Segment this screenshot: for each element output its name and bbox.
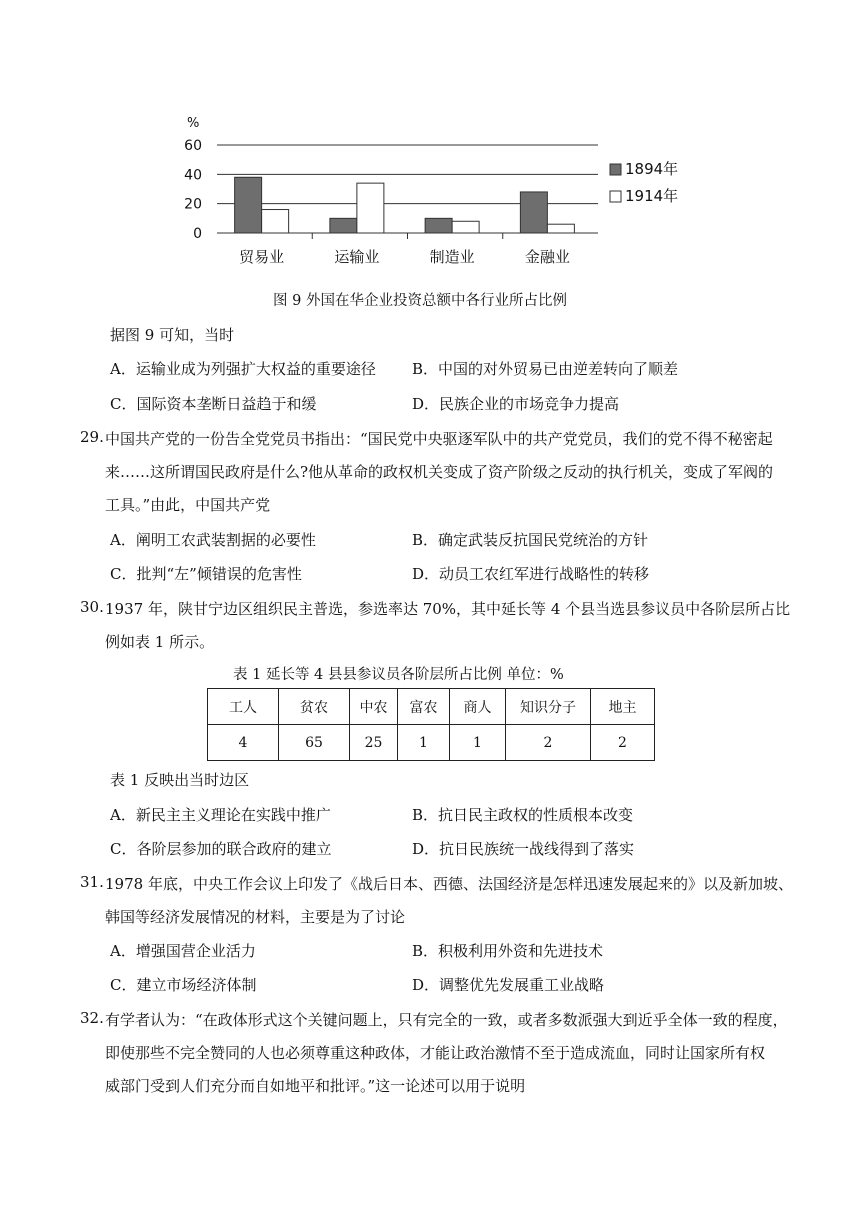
bar-series-1: [330, 218, 357, 233]
legend-swatch: [610, 164, 621, 175]
q29-number: 29.: [80, 428, 104, 446]
q32-line-3: 威部门受到人们充分而自如地平和批评。”这一论述可以用于说明: [105, 1077, 526, 1095]
table-cell: 65: [279, 725, 350, 761]
table-header-cell: 工人: [208, 689, 279, 725]
q29-line-2: 来……这所谓国民政府是什么?他从革命的政权机关变成了资产阶级之反动的执行机关，变成了军阀的: [105, 463, 774, 481]
legend-label: 1914年: [625, 187, 679, 205]
investment-share-bar-chart: [180, 108, 700, 278]
table-header-cell: 富农: [398, 689, 450, 725]
table-cell: 4: [208, 725, 279, 761]
table-header-cell: 知识分子: [506, 689, 591, 725]
bar-series-2: [547, 224, 574, 233]
x-tick-label: 制造业: [429, 248, 475, 266]
q28-option-c[interactable]: C．国际资本垄断日益趋于和缓: [110, 395, 317, 413]
q32-line-1: 有学者认为：“在政体形式这个关键问题上，只有完全的一致，或者多数派强大到近乎全体一致的程度，: [105, 1011, 788, 1029]
y-tick-label: 60: [184, 138, 202, 154]
bar-series-2: [452, 221, 479, 233]
q31-option-b[interactable]: B．积极利用外资和先进技术: [412, 942, 604, 960]
q28-stem: 据图 9 可知，当时: [110, 326, 235, 344]
y-tick-label: 20: [184, 196, 202, 213]
q30-number: 30.: [80, 598, 104, 616]
q30-option-a[interactable]: A．新民主主义理论在实践中推广: [110, 806, 331, 824]
table-header-cell: 商人: [450, 689, 506, 725]
bar-series-1: [235, 177, 262, 233]
q31-line-2: 韩国等经济发展情况的材料，主要是为了讨论: [105, 908, 406, 926]
q31-option-d[interactable]: D．调整优先发展重工业战略: [412, 976, 605, 994]
q32-line-2: 即使那些不完全赞同的人也必须尊重这种政体，才能让政治激情不至于造成流血，同时让国家所有权: [105, 1044, 766, 1062]
table1-title: 表 1 延长等 4 县县参议员各阶层所占比例 单位：%: [233, 667, 564, 683]
bar-series-1: [520, 192, 547, 233]
q29-line-1: 中国共产党的一份告全党党员书指出：“国民党中央驱逐军队中的共产党党员，我们的党不得不秘密起: [105, 430, 773, 448]
q31-number: 31.: [80, 873, 104, 891]
x-tick-label: 运输业: [334, 248, 380, 266]
table-cell: 25: [350, 725, 398, 761]
q31-line-1: 1978 年底，中央工作会议上印发了《战后日本、西德、法国经济是怎样迅速发展起来的》以及新加坡、: [105, 875, 793, 893]
table-cell: 2: [591, 725, 655, 761]
x-tick-label: 贸易业: [239, 248, 285, 266]
q30-option-d[interactable]: D．抗日民族统一战线得到了落实: [412, 840, 635, 858]
q28-option-b[interactable]: B．中国的对外贸易已由逆差转向了顺差: [412, 360, 679, 378]
table-cell: 1: [398, 725, 450, 761]
y-axis-label: %: [187, 116, 200, 131]
q29-option-c[interactable]: C．批判“左”倾错误的危害性: [110, 565, 302, 583]
table-1: [207, 688, 655, 761]
table-header-cell: 中农: [350, 689, 398, 725]
q30-stem-2: 表 1 反映出当时边区: [110, 771, 250, 789]
q29-option-a[interactable]: A．阐明工农武装割据的必要性: [110, 531, 316, 549]
chart-bars: [235, 177, 575, 233]
table-row: [208, 725, 655, 761]
x-tick-label: 金融业: [524, 248, 570, 266]
q30-line-2: 例如表 1 所示。: [105, 633, 215, 651]
table-header-row: [208, 689, 655, 725]
q31-option-c[interactable]: C．建立市场经济体制: [110, 976, 257, 994]
bar-series-1: [425, 218, 452, 233]
chart-legend: [610, 160, 678, 205]
y-tick-label: 40: [184, 167, 202, 184]
q30-line-1: 1937 年，陕甘宁边区组织民主普选，参选率达 70%，其中延长等 4 个县当选县参议员中各阶层所占比: [105, 600, 791, 618]
figure-caption: 图 9 外国在华企业投资总额中各行业所占比例: [273, 293, 567, 309]
table-cell: 1: [450, 725, 506, 761]
y-tick-label: 0: [193, 226, 202, 242]
q30-option-c[interactable]: C．各阶层参加的联合政府的建立: [110, 840, 332, 858]
bar-series-2: [262, 210, 289, 233]
legend-swatch: [610, 191, 621, 202]
table-header-cell: 地主: [591, 689, 655, 725]
legend-label: 1894年: [625, 160, 679, 178]
q28-option-d[interactable]: D．民族企业的市场竞争力提高: [412, 395, 620, 413]
table-cell: 2: [506, 725, 591, 761]
q28-option-a[interactable]: A．运输业成为列强扩大权益的重要途径: [110, 360, 376, 378]
table-header-cell: 贫农: [279, 689, 350, 725]
q29-option-d[interactable]: D．动员工农红军进行战略性的转移: [412, 565, 650, 583]
q30-option-b[interactable]: B．抗日民主政权的性质根本改变: [412, 806, 634, 824]
bar-series-2: [357, 183, 384, 233]
q29-line-3: 工具。”由此，中国共产党: [105, 496, 271, 514]
q32-number: 32.: [80, 1009, 104, 1027]
q29-option-b[interactable]: B．确定武装反抗国民党统治的方针: [412, 531, 649, 549]
q31-option-a[interactable]: A．增强国营企业活力: [110, 942, 256, 960]
